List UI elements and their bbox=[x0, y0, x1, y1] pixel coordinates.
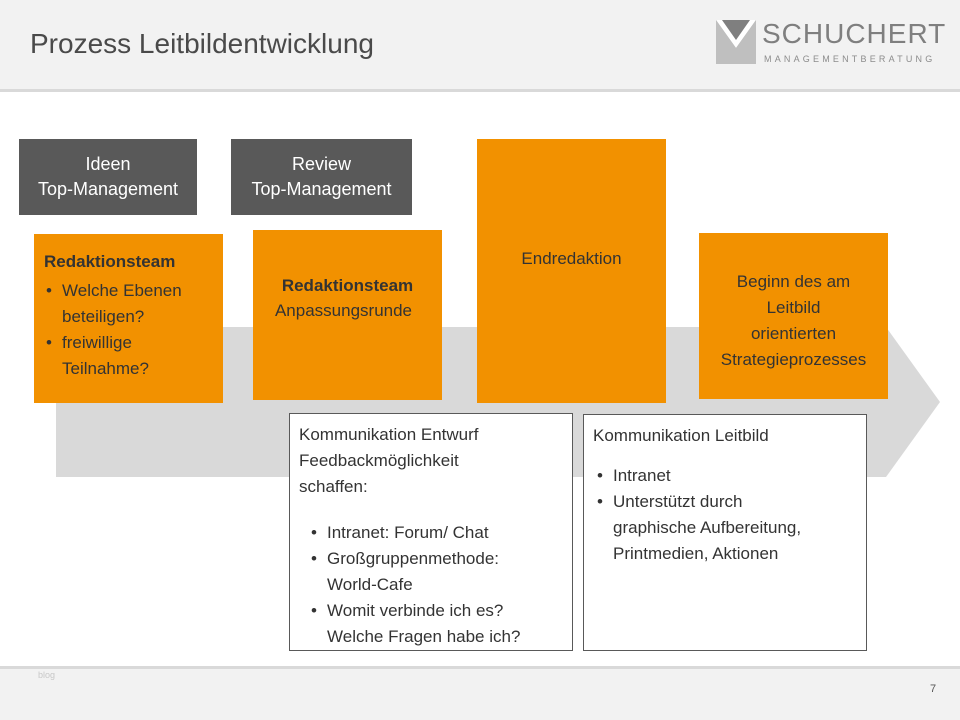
bullet-line: Teilnahme? bbox=[62, 359, 149, 378]
ideen-line1: Ideen bbox=[85, 154, 131, 174]
list-item bbox=[309, 520, 572, 546]
bullet-line: beteiligen? bbox=[62, 307, 145, 326]
beginn-line: Leitbild bbox=[766, 298, 821, 317]
ideen-box bbox=[19, 139, 197, 215]
beginn-line: Beginn des am bbox=[736, 272, 851, 291]
bullet-line: • Unterstützt durch bbox=[613, 492, 743, 511]
company-logo bbox=[714, 18, 947, 68]
endredaktion-title: Endredaktion bbox=[521, 249, 622, 268]
bullet-line: Printmedien, Aktionen bbox=[613, 544, 779, 563]
footer-note: blog bbox=[38, 670, 56, 680]
page-number: 7 bbox=[930, 683, 937, 695]
list-item bbox=[595, 463, 866, 489]
redaktionsteam-box bbox=[34, 234, 223, 403]
redaktionsteam-anpassung-title: Redaktionsteam bbox=[281, 276, 414, 295]
review-line1: Review bbox=[291, 154, 352, 174]
review-line2: Top-Management bbox=[251, 179, 392, 199]
entwurf-heading-line: Kommunikation Entwurf bbox=[299, 425, 479, 444]
kommunikation-entwurf-box bbox=[289, 413, 573, 651]
kommunikation-leitbild-box bbox=[583, 414, 867, 651]
entwurf-heading-line: Feedbackmöglichkeit bbox=[299, 451, 459, 470]
list-item bbox=[44, 330, 223, 382]
entwurf-bullets bbox=[309, 520, 572, 650]
list-item bbox=[309, 546, 572, 598]
bullet-line: graphische Aufbereitung, bbox=[613, 518, 802, 537]
entwurf-heading-line: schaffen: bbox=[299, 477, 368, 496]
list-item bbox=[44, 278, 223, 330]
bullet-line: • Womit verbinde ich es? bbox=[327, 601, 504, 620]
bullet-line: • Intranet bbox=[613, 466, 671, 485]
leitbild-heading: Kommunikation Leitbild bbox=[593, 426, 769, 445]
anpassungsrunde-label: Anpassungsrunde bbox=[274, 301, 413, 320]
bullet-line: World-Cafe bbox=[327, 575, 413, 594]
ideen-line2: Top-Management bbox=[37, 179, 179, 199]
endredaktion-box bbox=[477, 139, 666, 403]
beginn-line: Strategieprozesses bbox=[720, 350, 867, 369]
beginn-line: orientierten bbox=[750, 324, 837, 343]
logo-mark-icon bbox=[714, 18, 758, 66]
logo-name: SCHUCHERT bbox=[762, 18, 947, 49]
bullet-line: • Welche Ebenen bbox=[62, 281, 182, 300]
beginn-box bbox=[699, 233, 888, 399]
redaktionsteam-bullets bbox=[44, 278, 223, 382]
list-item bbox=[595, 489, 866, 567]
logo-subtitle: MANAGEMENTBERATUNG bbox=[764, 54, 936, 64]
bullet-line: • freiwillige bbox=[62, 333, 132, 352]
bullet-line: • Großgruppenmethode: bbox=[327, 549, 499, 568]
leitbild-bullets bbox=[595, 463, 866, 567]
bullet-line: • Intranet: Forum/ Chat bbox=[327, 523, 489, 542]
list-item bbox=[309, 598, 572, 650]
review-box bbox=[231, 139, 412, 215]
redaktionsteam-anpassung-box bbox=[253, 230, 442, 400]
bullet-line: Welche Fragen habe ich? bbox=[327, 627, 521, 646]
slide-footer bbox=[0, 669, 960, 720]
redaktionsteam-title: Redaktionsteam bbox=[44, 252, 176, 271]
slide-title: Prozess Leitbildentwicklung bbox=[30, 28, 374, 59]
